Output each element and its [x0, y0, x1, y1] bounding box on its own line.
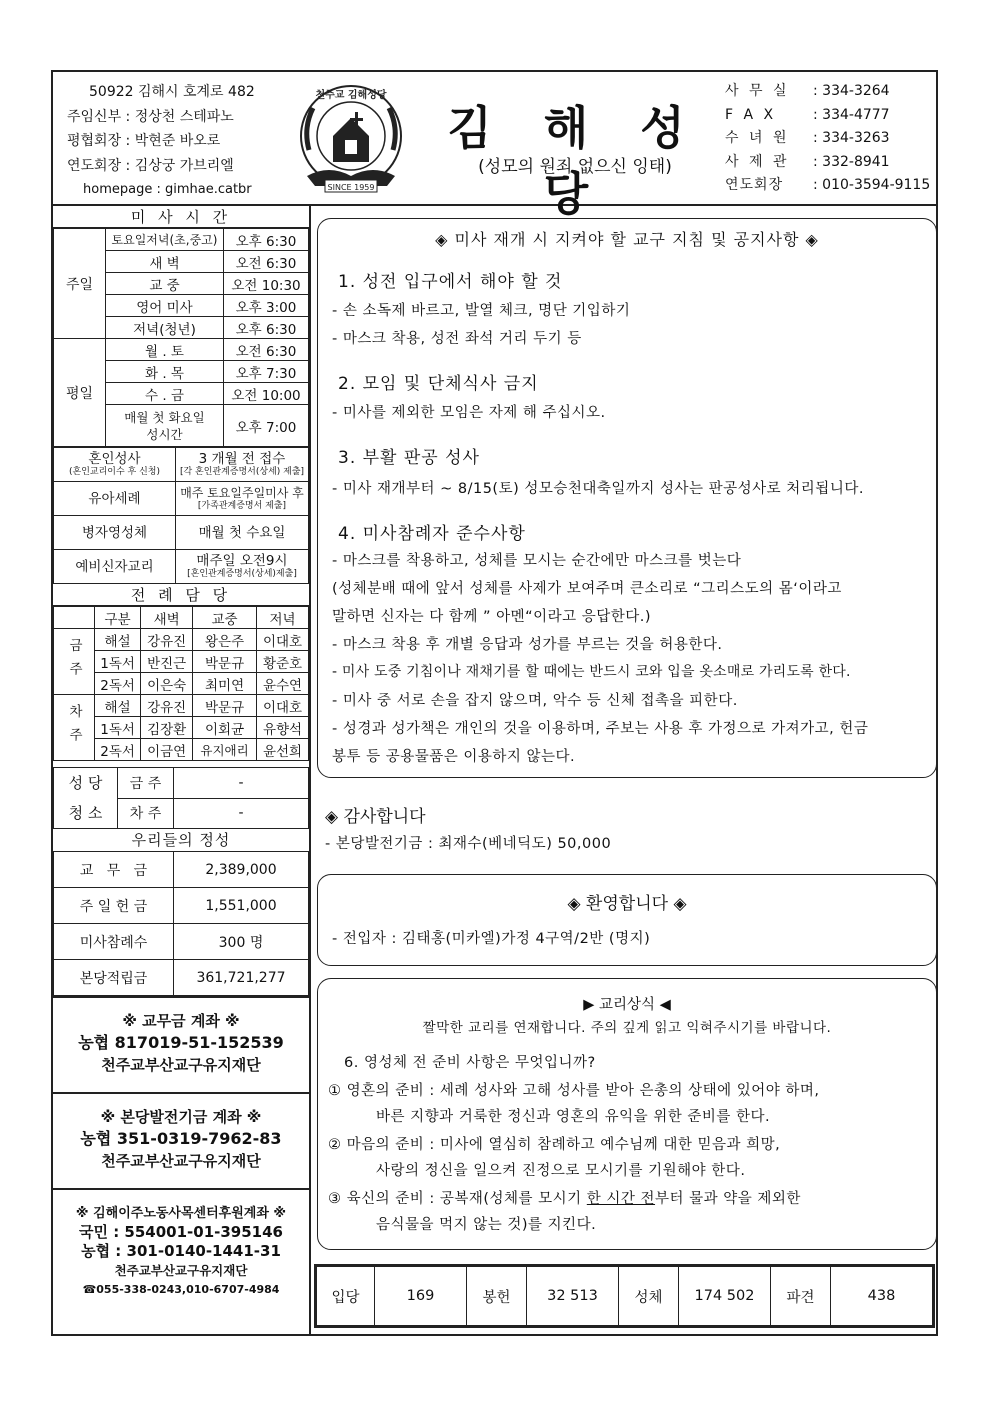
thanks-line: - 본당발전기금 : 최재수(베네딕도) 50,000 — [325, 836, 612, 852]
contact-row — [725, 127, 930, 151]
stat-value: 169 — [375, 1267, 467, 1326]
doctrine-box — [317, 978, 937, 1250]
account-line: 농협 : 301-0140-1441-31 — [81, 1242, 281, 1260]
mass-times-table — [53, 228, 309, 447]
table-cell: 유향석 — [257, 717, 309, 739]
column-header: 구분 — [95, 607, 141, 629]
account-title: ※ 김해이주노동사목센터후원계좌 ※ — [75, 1206, 287, 1221]
stat-label: 성체 — [619, 1267, 679, 1326]
table-cell: 박문규 — [193, 651, 257, 673]
contact-label: 연도회장 — [725, 177, 784, 193]
right-column — [313, 206, 936, 1336]
table-row — [54, 550, 309, 584]
doctrine-line: 음식물을 먹지 않는 것)를 지킨다. — [376, 1217, 597, 1233]
mass-time: 오후 6:30 — [224, 229, 309, 251]
table-cell: 윤수연 — [257, 673, 309, 695]
notice-heading: ◈ 미사 재개 시 지켜야 할 교구 지침 및 공지사항 ◈ — [435, 230, 819, 249]
contact-row — [725, 151, 930, 175]
offering-value: 2,389,000 — [174, 852, 309, 888]
notice-line: - 손 소독제 바르고, 발열 체크, 명단 기입하기 — [332, 303, 631, 319]
mass-name: 영어 미사 — [106, 295, 224, 317]
doctrine-line: ① 영혼의 준비 : 세례 성사와 고해 성사를 받아 은총의 상태에 있어야 하며, — [328, 1083, 820, 1099]
service-name: 혼인성사 — [88, 451, 141, 467]
contact-list — [725, 80, 930, 198]
offering-name: 미사참례수 — [54, 924, 174, 960]
cleaning-value: - — [174, 798, 309, 829]
cleaning-label: 성 당 청 소 — [54, 768, 118, 829]
service-name-note: (혼인교리이수 후 신청) — [69, 467, 160, 477]
table-cell: 1독서 — [95, 717, 141, 739]
table-cell: 유지애리 — [193, 739, 257, 761]
table-cell: 이회균 — [193, 717, 257, 739]
mass-time: 오후 6:30 — [224, 317, 309, 339]
notice-section-title: 1. 성전 입구에서 해야 할 것 — [338, 272, 563, 292]
notice-line: - 미사 중 서로 손을 잡지 않으며, 악수 등 신체 접촉을 피한다. — [332, 693, 738, 709]
contact-label: 사 무 실 — [725, 83, 790, 99]
service-name: 유아세례 — [88, 490, 141, 507]
table-cell: 이은숙 — [141, 673, 193, 695]
contact-label: 사 제 관 — [725, 153, 790, 170]
next-week-label: 차주 — [54, 695, 95, 761]
mass-name: 새 벽 — [106, 251, 224, 273]
doctrine-underlined: 한 시간 전 — [586, 1191, 656, 1207]
column-header: 새벽 — [141, 607, 193, 629]
stat-value: 32 513 — [527, 1267, 619, 1326]
page-title: 김 해 성 당 — [447, 101, 703, 221]
table-row — [54, 339, 309, 361]
table-row — [54, 924, 309, 960]
account-title: ※ 교무금 계좌 ※ — [122, 1012, 240, 1030]
mass-name: 토요일저녁(초,중고) — [106, 229, 224, 251]
account-line: 국민 : 554001-01-395146 — [79, 1223, 283, 1241]
liturgy-title: 전 례 담 당 — [53, 584, 309, 606]
notice-line: - 미사를 제외한 모임은 자제 해 주십시오. — [332, 405, 606, 421]
service-name-cell — [54, 482, 176, 516]
mass-name: 교 중 — [106, 273, 224, 295]
notice-line: - 미사 도중 기침이나 재채기를 할 때에는 반드시 코와 입을 옷소매로 가리도록 한다. — [332, 664, 851, 680]
liturgy-table — [53, 606, 309, 761]
table-row — [317, 1267, 933, 1326]
mass-name: 수 . 금 — [106, 383, 224, 405]
this-week-label: 금주 — [54, 629, 95, 695]
table-row — [54, 695, 309, 717]
table-cell: 이대호 — [257, 629, 309, 651]
homepage: homepage : gimhae.catbr — [83, 182, 252, 197]
bulletin-frame — [51, 70, 938, 1336]
attendance-stats — [314, 1264, 935, 1328]
stat-label: 봉헌 — [467, 1267, 527, 1326]
stat-value: 438 — [831, 1267, 933, 1326]
table-cell: 해설 — [95, 629, 141, 651]
table-row — [54, 888, 309, 924]
table-cell: 1독서 — [95, 651, 141, 673]
thanks-title: ◈ 감사합니다 — [325, 807, 426, 827]
contact-label: 수 녀 원 — [725, 130, 790, 146]
notice-line: - 마스크 착용 후 개별 응답과 성가를 부르는 것을 허용한다. — [332, 637, 723, 653]
parish-logo-icon — [289, 78, 413, 202]
blank-cell — [54, 607, 95, 629]
stats-table — [316, 1266, 933, 1326]
service-value-note: [각 혼인관계증명서(상세) 제출] — [179, 467, 305, 477]
table-row — [54, 516, 309, 550]
contact-label: F A X — [725, 106, 777, 123]
doctrine-text: 부터 물과 약을 제외한 — [655, 1191, 801, 1207]
service-value-cell — [176, 550, 309, 584]
service-name: 병자영성체 — [81, 524, 148, 541]
stat-label: 파견 — [771, 1267, 831, 1326]
cleaning-week: 차 주 — [118, 798, 174, 829]
account-holder: 천주교부산교구유지재단 — [101, 1056, 261, 1074]
page-subtitle: (성모의 원죄 없으신 잉태) — [478, 157, 672, 177]
weekday-label: 평일 — [54, 339, 106, 447]
veteran-president: 연도회장 : 김상궁 가브리엘 — [67, 157, 234, 174]
notice-section-title: 4. 미사참례자 준수사항 — [338, 524, 526, 544]
table-cell: 최미연 — [193, 673, 257, 695]
column-header: 교중 — [193, 607, 257, 629]
welcome-line: - 전입자 : 김태홍(미카엘)가정 4구역/2반 (명지) — [332, 931, 651, 947]
table-row — [54, 607, 309, 629]
service-value-note: [가족관계증명서 제출] — [197, 501, 287, 511]
notice-line: - 미사 재개부터 ~ 8/15(토) 성모승천대축일까지 성사는 판공성사로 처리됩니다. — [332, 481, 864, 497]
welcome-title: ◈ 환영합니다 ◈ — [567, 894, 687, 914]
doctrine-intro: 짤막한 교리를 연재합니다. 주의 깊게 읽고 익혀주시기를 바랍니다. — [422, 1020, 832, 1036]
service-value-cell — [176, 448, 309, 482]
cleaning-table — [53, 767, 309, 829]
mass-time: 오전 6:30 — [224, 339, 309, 361]
sunday-label: 주일 — [54, 229, 106, 339]
sacraments-table — [53, 447, 309, 584]
offering-title: 우리들의 정성 — [131, 831, 231, 849]
service-value-cell — [176, 516, 309, 550]
account-number: 농협 817019-51-152539 — [78, 1033, 284, 1052]
account-title: ※ 본당발전기금 계좌 ※ — [100, 1108, 262, 1126]
contact-row — [725, 104, 930, 128]
service-value: 매주 토요일주일미사 후 — [180, 486, 304, 500]
table-cell: 윤선희 — [257, 739, 309, 761]
contact-value: : 334-4777 — [813, 106, 890, 123]
table-row — [54, 448, 309, 482]
mass-name: 매월 첫 화요일 성시간 — [106, 405, 224, 447]
table-row — [54, 629, 309, 651]
table-cell: 해설 — [95, 695, 141, 717]
stat-value: 174 502 — [679, 1267, 771, 1326]
account-holder: 천주교부산교구유지재단 — [101, 1152, 261, 1170]
contact-row — [725, 174, 930, 198]
service-name-cell — [54, 448, 176, 482]
account-phone: ☎055-338-0243,010-6707-4984 — [82, 1283, 280, 1296]
table-cell: 2독서 — [95, 739, 141, 761]
notice-section-title: 3. 부활 판공 성사 — [338, 448, 480, 468]
table-cell: 이대호 — [257, 695, 309, 717]
doctrine-line: 사랑의 정신을 일으켜 진정으로 모시기를 기원해야 한다. — [376, 1163, 746, 1179]
account-development — [53, 1092, 309, 1188]
account-migrant-center — [53, 1188, 309, 1299]
contact-row — [725, 80, 930, 104]
service-name-cell — [54, 550, 176, 584]
offering-name: 교 무 금 — [54, 852, 174, 888]
service-value-cell — [176, 482, 309, 516]
table-cell: 강유진 — [141, 695, 193, 717]
notice-line: - 마스크 착용, 성전 좌석 거리 두기 등 — [332, 331, 582, 347]
left-column — [53, 206, 311, 1336]
doctrine-line: ② 마음의 준비 : 미사에 열심히 참례하고 예수님께 대한 믿음과 희망, — [328, 1137, 781, 1153]
contact-value: : 010-3594-9115 — [813, 177, 931, 193]
doctrine-title: ▶ 교리상식 ◀ — [583, 997, 671, 1013]
parish-info — [67, 80, 255, 203]
mass-times-title: 미 사 시 간 — [53, 206, 309, 228]
doctrine-text: ③ 육신의 준비 : 공복재(성체를 모시기 — [328, 1191, 587, 1207]
offering-name: 본당적립금 — [54, 960, 174, 996]
table-row — [54, 768, 309, 799]
address: 50922 김해시 호계로 482 — [89, 84, 255, 100]
logo-text-top: 천주교 김해성당 — [315, 90, 387, 101]
doctrine-line: 바른 지향과 거룩한 정신과 영혼의 유익을 위한 준비를 한다. — [376, 1109, 771, 1125]
table-row — [54, 960, 309, 996]
mass-name: 저녁(청년) — [106, 317, 224, 339]
notice-box — [317, 218, 937, 778]
service-value-note: [혼인관계증명서(상세)제출] — [187, 569, 297, 579]
notice-line: 봉투 등 공용물품은 이용하지 않는다. — [332, 749, 576, 765]
column-header: 저녁 — [257, 607, 309, 629]
pastor: 주임신부 : 정상천 스테파노 — [67, 108, 234, 125]
council-president: 평협회장 : 박현준 바오로 — [67, 133, 221, 149]
account-holder: 천주교부산교구유지재단 — [114, 1263, 248, 1278]
welcome-box — [317, 874, 937, 966]
contact-value: : 332-8941 — [813, 153, 890, 170]
table-cell: 강유진 — [141, 629, 193, 651]
logo-text-bottom: SINCE 1959 — [327, 183, 375, 192]
table-row — [54, 482, 309, 516]
mass-name: 화 . 목 — [106, 361, 224, 383]
contact-value: : 334-3264 — [813, 83, 890, 99]
cleaning-week: 금 주 — [118, 768, 174, 799]
table-cell: 박문규 — [193, 695, 257, 717]
mass-time: 오후 7:30 — [224, 361, 309, 383]
notice-line: - 성경과 성가책은 개인의 것을 이용하며, 주보는 사용 후 가정으로 가져가고, 헌금 — [332, 721, 869, 737]
table-cell: 왕은주 — [193, 629, 257, 651]
table-cell: 2독서 — [95, 673, 141, 695]
mass-time: 오전 10:30 — [224, 273, 309, 295]
cleaning-value: - — [174, 768, 309, 799]
offering-name: 주 일 헌 금 — [54, 888, 174, 924]
offering-table — [53, 851, 309, 996]
table-cell: 황준호 — [257, 651, 309, 673]
doctrine-question: 6. 영성체 전 준비 사항은 무엇입니까? — [344, 1055, 596, 1071]
contact-value: : 334-3263 — [813, 130, 890, 146]
mass-time: 오후 3:00 — [224, 295, 309, 317]
table-cell: 김장환 — [141, 717, 193, 739]
service-value: 매월 첫 수요일 — [198, 524, 286, 541]
notice-line: 말하면 신자는 다 함께 ” 아멘“이라고 응답한다.) — [332, 609, 652, 625]
mass-name: 월 . 토 — [106, 339, 224, 361]
service-value: 매주일 오전9시 — [196, 553, 288, 569]
account-dues — [53, 996, 309, 1092]
mass-time: 오전 6:30 — [224, 251, 309, 273]
offering-value: 300 명 — [174, 924, 309, 960]
mass-time: 오전 10:00 — [224, 383, 309, 405]
table-cell: 반진근 — [141, 651, 193, 673]
service-value: 3 개월 전 접수 — [198, 451, 286, 467]
doctrine-line — [328, 1187, 801, 1208]
notice-section-title: 2. 모임 및 단체식사 금지 — [338, 374, 539, 394]
table-cell: 이금연 — [141, 739, 193, 761]
service-name-cell — [54, 516, 176, 550]
table-row — [54, 229, 309, 251]
mass-time: 오후 7:00 — [224, 405, 309, 447]
notice-line: - 마스크를 착용하고, 성체를 모시는 순간에만 마스크를 벗는다 — [332, 553, 742, 569]
offering-value: 361,721,277 — [174, 960, 309, 996]
offering-value: 1,551,000 — [174, 888, 309, 924]
stat-label: 입당 — [317, 1267, 375, 1326]
table-row — [54, 852, 309, 888]
account-number: 농협 351-0319-7962-83 — [80, 1129, 282, 1148]
notice-line: (성체분배 때에 앞서 성체를 사제가 보여주며 큰소리로 “그리스도의 몸‘이라고 — [332, 581, 842, 597]
service-name: 예비신자교리 — [75, 558, 154, 575]
